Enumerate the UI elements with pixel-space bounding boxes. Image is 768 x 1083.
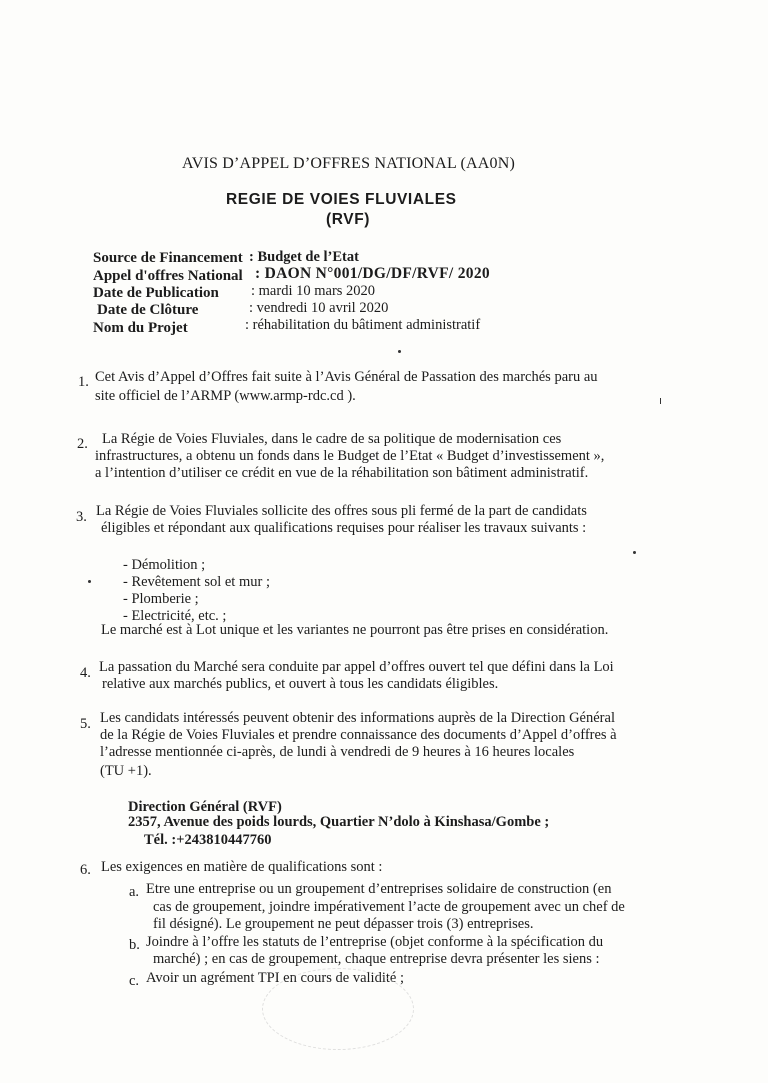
- faint-stamp: [262, 968, 414, 1050]
- document-title: AVIS D’APPEL D’OFFRES NATIONAL (AA0N): [182, 155, 516, 172]
- meta-label-financing: Source de Financement: [93, 250, 243, 266]
- section-2-number: 2.: [77, 436, 88, 452]
- address-phone: Tél. :+243810447760: [144, 832, 272, 848]
- meta-value-financing: : Budget de l’Etat: [249, 249, 359, 265]
- meta-value-tender: : DAON N°001/DG/DF/RVF/ 2020: [255, 265, 490, 282]
- section-5-line-3: l’adresse mentionnée ci-après, de lundi à vendredi de 9 heures à 16 heures locales: [100, 744, 575, 760]
- section-1-number: 1.: [78, 374, 89, 390]
- section-5-line-2: de la Régie de Voies Fluviales et prendre connaissance des documents d’Appel d’offres à: [100, 727, 617, 743]
- item-a-letter: a.: [129, 884, 140, 900]
- section-3-line-1: La Régie de Voies Fluviales sollicite des offres sous pli fermé de la part de candidats: [96, 503, 587, 519]
- item-a-line-2: cas de groupement, joindre impérativement l’acte de groupement avec un chef de: [153, 899, 625, 915]
- meta-label-project: Nom du Projet: [93, 320, 188, 336]
- section-4-line-2: relative aux marchés publics, et ouvert à tous les candidats éligibles.: [102, 676, 499, 692]
- section-3-note: Le marché est à Lot unique et les variantes ne pourront pas être prises en considération.: [101, 622, 609, 638]
- works-item-plumbing: - Plomberie ;: [123, 591, 199, 607]
- organization-abbr: (RVF): [326, 211, 371, 228]
- item-b-letter: b.: [129, 937, 140, 953]
- works-item-flooring: - Revêtement sol et mur ;: [123, 574, 270, 590]
- meta-value-publication: : mardi 10 mars 2020: [251, 283, 376, 299]
- scan-speck: [398, 350, 401, 353]
- section-4-number: 4.: [80, 665, 91, 681]
- section-3-line-2: éligibles et répondant aux qualifications requises pour réaliser les travaux suivants :: [101, 520, 587, 536]
- meta-label-tender: Appel d'offres National: [93, 268, 243, 284]
- section-2-line-2: infrastructures, a obtenu un fonds dans le Budget de l’Etat « Budget d’investissement »,: [95, 448, 605, 464]
- section-3-number: 3.: [76, 509, 87, 525]
- meta-value-project: : réhabilitation du bâtiment administratif: [245, 317, 481, 333]
- section-6-intro: Les exigences en matière de qualifications sont :: [101, 859, 383, 875]
- scan-speck: [633, 551, 636, 554]
- section-1-line-1: Cet Avis d’Appel d’Offres fait suite à l’Avis Général de Passation des marchés paru au: [95, 369, 598, 385]
- scan-speck: [660, 398, 661, 404]
- section-5-line-4: (TU +1).: [100, 763, 152, 779]
- item-a-line-1: Etre une entreprise ou un groupement d’entreprises solidaire de construction (en: [146, 881, 612, 897]
- section-2-line-3: a l’intention d’utiliser ce crédit en vue de la réhabilitation son bâtiment administratif.: [95, 465, 589, 481]
- item-c-letter: c.: [129, 973, 140, 989]
- item-c-line-1: Avoir un agrément TPI en cours de validité ;: [146, 970, 404, 986]
- item-b-line-1: Joindre à l’offre les statuts de l’entreprise (objet conforme à la spécification du: [146, 934, 604, 950]
- item-b-line-2: marché) ; en cas de groupement, chaque entreprise devra présenter les siens :: [153, 951, 600, 967]
- section-2-line-1: La Régie de Voies Fluviales, dans le cadre de sa politique de modernisation ces: [102, 431, 562, 447]
- works-item-demolition: - Démolition ;: [123, 557, 206, 573]
- meta-value-closing: : vendredi 10 avril 2020: [249, 300, 389, 316]
- section-6-number: 6.: [80, 862, 91, 878]
- address-street: 2357, Avenue des poids lourds, Quartier N’dolo à Kinshasa/Gombe ;: [128, 814, 550, 830]
- meta-label-closing: Date de Clôture: [97, 302, 199, 318]
- item-a-line-3: fil désigné). Le groupement ne peut dépasser trois (3) entreprises.: [153, 916, 534, 932]
- organization-name: REGIE DE VOIES FLUVIALES: [226, 191, 457, 208]
- section-5-number: 5.: [80, 716, 91, 732]
- address-name: Direction Général (RVF): [128, 799, 282, 815]
- section-1-line-2: site officiel de l’ARMP (www.armp-rdc.cd ).: [95, 388, 356, 404]
- section-4-line-1: La passation du Marché sera conduite par appel d’offres ouvert tel que défini dans la Loi: [99, 659, 614, 675]
- section-5-line-1: Les candidats intéressés peuvent obtenir des informations auprès de la Direction Général: [100, 710, 615, 726]
- scan-speck: [88, 580, 91, 583]
- works-item-electricity: - Electricité, etc. ;: [123, 608, 227, 624]
- meta-label-publication: Date de Publication: [93, 285, 219, 301]
